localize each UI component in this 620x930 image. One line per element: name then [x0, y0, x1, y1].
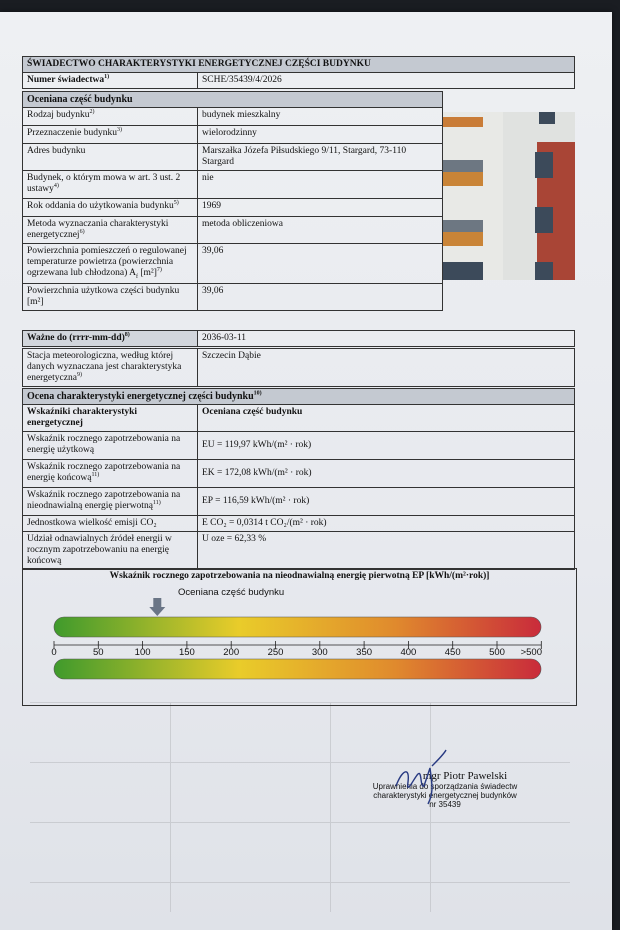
renewable-share-value: U oze = 62,33 %: [198, 532, 575, 570]
building-section-header: Oceniana część budynku: [23, 92, 443, 108]
co2-label: Jednostkowa wielkość emisji CO₂: [23, 516, 198, 532]
signature-block: [360, 770, 530, 830]
ep-label: Wskaźnik rocznego zapotrzebowania na nieodnawialną energię pierwotną$^{11)}$: [23, 488, 198, 516]
valid-until-label: Ważne do (rrrr-mm-dd)$^{8)}$: [23, 331, 198, 347]
year-of-use-label: Rok oddania do użytkowania budynku$^{5)}$: [23, 199, 198, 217]
assessed-part-column-header: Oceniana część budynku: [198, 405, 575, 432]
building-purpose-value: wielorodzinny: [198, 126, 443, 144]
certificate-page: [0, 12, 612, 930]
building-table: [22, 91, 443, 311]
certificate-number-value: SCHE/35439/4/2026: [198, 73, 575, 89]
art3-building-value: nie: [198, 171, 443, 199]
scale-tick-label: 300: [311, 647, 328, 658]
calc-method-value: metoda obliczeniowa: [198, 217, 443, 244]
eu-label: Wskaźnik rocznego zapotrzebowania na energię użytkową: [23, 432, 198, 460]
weather-station-value: Szczecin Dąbie: [198, 349, 575, 387]
license-line-2: charakterystyki energetycznej budynków: [373, 791, 517, 800]
valid-until-value: 2036-03-11: [198, 331, 575, 347]
ep-scale-panel: [22, 568, 577, 706]
assessment-header: Ocena charakterystyki energetycznej części budynku$^{10)}$: [23, 389, 575, 405]
assessment-table: [22, 388, 575, 570]
license-line-1: Uprawnienia do sporządzania świadectw: [372, 782, 518, 791]
scale-tick-label: 250: [267, 647, 284, 658]
weather-station-label: Stacja meteorologiczna, według której danych wyznaczana jest charakterystyka energetyczna$^{9)}$: [23, 349, 198, 387]
scale-bar-top: [54, 617, 541, 637]
scale-tick-label: 200: [223, 647, 240, 658]
building-address-label: Adres budynku: [23, 144, 198, 171]
station-table: [22, 348, 575, 387]
building-type-label: Rodzaj budynku$^{2)}$: [23, 108, 198, 126]
building-purpose-label: Przeznaczenie budynku$^{3)}$: [23, 126, 198, 144]
title-table: [22, 56, 575, 89]
validity-table: [22, 330, 575, 347]
marker-label: Oceniana część budynku: [178, 587, 285, 598]
art3-building-label: Budynek, o którym mowa w art. 3 ust. 2 ustawy$^{4)}$: [23, 171, 198, 199]
marker-arrow: [149, 598, 165, 616]
scale-tick-label: 500: [489, 647, 505, 658]
scale-tick-label: >500: [520, 647, 543, 658]
scale-tick-label: 50: [93, 647, 104, 658]
ep-value: EP = 116,59 kWh/(m² · rok): [198, 488, 575, 516]
co2-value: E CO₂ = 0,0314 t CO₂/(m² · rok): [198, 516, 575, 532]
ep-scale-title: Wskaźnik rocznego zapotrzebowania na nieodnawialną energię pierwotną EP [kWh/(m²·rok)]: [109, 571, 490, 581]
marker-arrow-shaft: [153, 598, 161, 607]
signer-name: mgr Piotr Pawelski: [422, 770, 508, 782]
handwritten-signature: [388, 748, 448, 808]
scale-bar-bottom: [54, 659, 541, 679]
certificate-number-label: Numer świadectwa$^{1)}$: [23, 73, 198, 89]
scale-tick-label: 100: [134, 647, 151, 658]
building-photo: [443, 112, 575, 280]
heated-area-label: Powierzchnia pomieszczeń o regulowanej temperaturze powietrza (powierzchnia ogrzewana lub chłodzona) $A_f$ $[m^2]^{7)}$: [23, 244, 198, 284]
year-of-use-value: 1969: [198, 199, 443, 217]
eu-value: EU = 119,97 kWh/(m² · rok): [198, 432, 575, 460]
indicators-column-header: Wskaźniki charakterystyki energetycznej: [23, 405, 198, 432]
ek-label: Wskaźnik rocznego zapotrzebowania na energię końcową$^{11)}$: [23, 460, 198, 488]
scale-tick-label: 150: [178, 647, 195, 658]
scale-tick-label: 450: [444, 647, 461, 658]
usable-area-label: Powierzchnia użytkowa części budynku [m²]: [23, 284, 198, 311]
building-type-value: budynek mieszkalny: [198, 108, 443, 126]
renewable-share-label: Udział odnawialnych źródeł energii w rocznym zapotrzebowaniu na energię końcową: [23, 532, 198, 570]
heated-area-value: 39,06: [198, 244, 443, 284]
scale-tick-label: 0: [51, 647, 57, 658]
certificate-title: ŚWIADECTWO CHARAKTERYSTYKI ENERGETYCZNEJ CZĘŚCI BUDYNKU: [23, 57, 575, 73]
marker-arrow-head: [149, 607, 165, 616]
scale-tick-label: 400: [400, 647, 417, 658]
ep-scale-graphic: [23, 569, 576, 705]
building-address-value: Marszałka Józefa Piłsudskiego 9/11, Stargard, 73-110 Stargard: [198, 144, 443, 171]
license-number: nr 35439: [429, 800, 461, 809]
scale-tick-label: 350: [356, 647, 373, 658]
calc-method-label: Metoda wyznaczania charakterystyki energetycznej$^{6)}$: [23, 217, 198, 244]
ek-value: EK = 172,08 kWh/(m² · rok): [198, 460, 575, 488]
usable-area-value: 39,06: [198, 284, 443, 311]
